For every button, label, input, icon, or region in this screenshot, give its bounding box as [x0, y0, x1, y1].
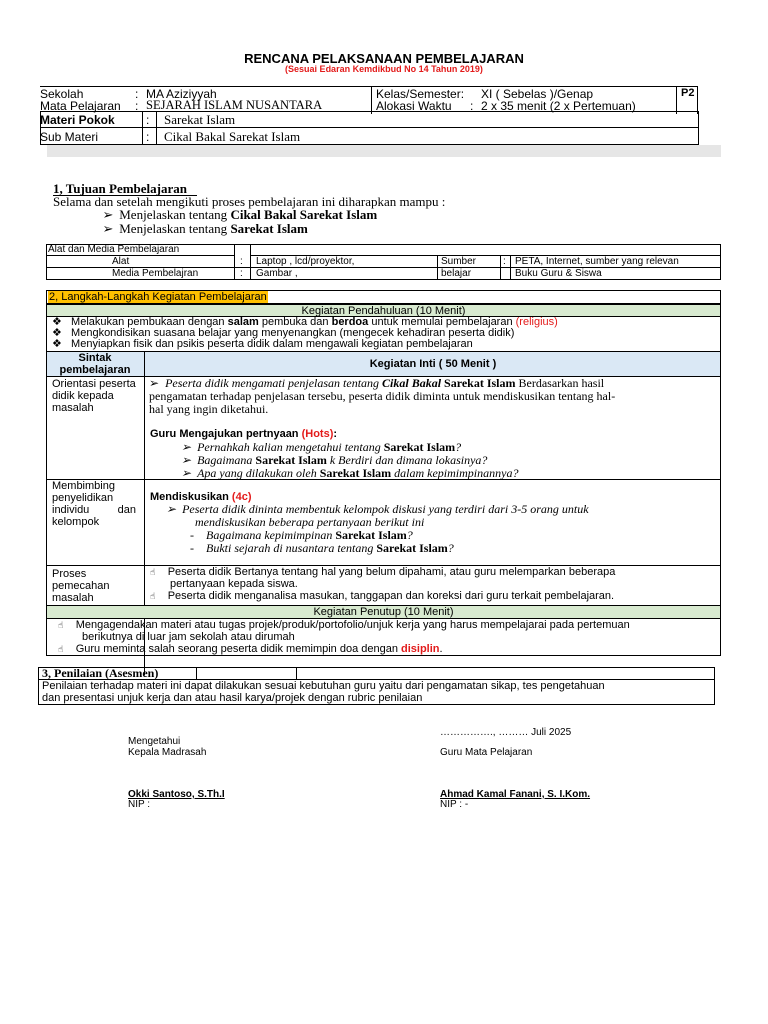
- penilaian-line-1: Penilaian terhadap materi ini dapat dilakukan sesuai kebutuhan guru yaitu dari pengamatan sikap, tes pengetahuan: [42, 680, 605, 692]
- membimbing-label: Membimbing penyelidikan individu dan kelompok: [52, 480, 136, 528]
- alat-value: Laptop , lcd/proyektor,: [256, 256, 355, 267]
- hots-questions: ➢ Pernahkah kalian mengetahui tentang Sarekat Islam? ➢ Bagaimana Sarekat Islam k Berdiri dan dimana lokasinya? ➢ Apa yang dilakukan oleh Sarekat Islam dalam kepimimpinannya?: [181, 440, 519, 480]
- proses-label: Proses pemecahan masalah: [52, 568, 110, 604]
- media-heading: Alat dan Media Pembelajaran: [48, 244, 180, 255]
- kelas-label: Kelas/Semester:: [376, 87, 465, 101]
- pointing-hand-icon: ☝: [150, 567, 156, 577]
- kepala-madrasah-label: Kepala Madrasah: [128, 747, 207, 758]
- guru-nip: NIP : -: [440, 799, 469, 810]
- arrow-bullet-icon: ➢: [166, 502, 177, 516]
- arrow-bullet-icon: ➢: [149, 376, 160, 390]
- guru-mapel-label: Guru Mata Pelajaran: [440, 747, 533, 758]
- sumber-value-1: PETA, Internet, sumber yang relevan: [515, 256, 679, 267]
- alokasi-value: 2 x 35 menit (2 x Pertemuan): [481, 99, 636, 113]
- orientasi-content: ➢ Peserta didik mengamati penjelasan tentang Cikal Bakal Sarekat Islam Berdasarkan hasil pengamatan terhadap penjelasan tersebu, peserta didik diminta untuk mendiskusikan tentang hal- hal yang ingin diketahui.: [149, 376, 616, 416]
- inti-title: Kegiatan Inti ( 50 Menit ): [369, 358, 497, 370]
- tujuan-heading: 1, Tujuan Pembelajaran: [53, 181, 187, 196]
- mengetahui-label: Mengetahui: [128, 736, 181, 747]
- kepala-nip: NIP :: [128, 799, 151, 810]
- submateri-value: Cikal Bakal Sarekat Islam: [164, 129, 301, 144]
- orientasi-label: Orientasi peserta didik kepada masalah: [52, 378, 136, 414]
- guru-name: Ahmad Kamal Fanani, S. I.Kom.: [440, 789, 591, 800]
- media-value: Gambar ,: [256, 268, 298, 279]
- arrow-bullet-icon: ➢: [181, 466, 192, 480]
- mapel-colon: :: [135, 99, 139, 113]
- tujuan-item-1: ➢ Menjelaskan tentang Cikal Bakal Sarekat Islam: [100, 207, 377, 223]
- sintak-label: Sintak pembelajaran: [59, 352, 131, 376]
- mendiskusikan-heading: Mendiskusikan (4c): [150, 491, 252, 503]
- arrow-bullet-icon: ➢: [181, 440, 192, 454]
- guru-pertanyaan-heading: Guru Mengajukan pertnyaan (Hots):: [150, 428, 338, 440]
- materi-colon: :: [146, 113, 150, 127]
- media-colon: :: [240, 268, 243, 279]
- mapel-value: SEJARAH ISLAM NUSANTARA: [146, 98, 323, 112]
- penutup-content: ☝ Mengagendakan materi atau tugas projek/produk/portofolio/unjuk kerja yang harus mempelajarai pada pertemuan berikutnya di luar jam sekolah atau dirumah ☝ Guru meminta salah seorang peserta didik memimpin doa dengan disiplin.: [58, 619, 630, 655]
- penilaian-heading: 3, Penilaian (Asesmen): [42, 666, 159, 680]
- penutup-title: Kegiatan Penutup (10 Menit): [46, 606, 721, 619]
- sekolah-value: MA Aziziyyah: [146, 87, 217, 101]
- alokasi-colon: :: [470, 99, 474, 113]
- arrow-bullet-icon: ➢: [102, 221, 114, 236]
- diamond-bullet-icon: ❖: [52, 327, 62, 339]
- langkah-heading: 2, Langkah-Langkah Kegiatan Pembelajaran: [49, 291, 267, 303]
- membimbing-content: ➢ Peserta didik dininta membentuk kelompok diskusi yang terdiri dari 3-5 orang untuk mendiskusikan beberapa pertanyaan berikut ini - Bagaimana kepimimpinan Sarekat Islam? - Bukti sejarah di nusantara tentang Sarekat Islam?: [166, 502, 589, 555]
- kelas-value: XI ( Sebelas )/Genap: [481, 87, 594, 101]
- pointing-hand-icon: ☝: [58, 620, 64, 630]
- submateri-label: Sub Materi: [40, 130, 99, 144]
- alat-colon: :: [240, 256, 243, 267]
- sekolah-colon: :: [135, 87, 139, 101]
- proses-content: ☝ Peserta didik Bertanya tentang hal yang belum dipahami, atau guru melemparkan beberapa pertanyaan kepada siswa. ☝ Peserta didik menganalisa masukan, tanggapan dan koreksi dari guru terkait pembelajaran.: [150, 566, 616, 602]
- submateri-colon: :: [146, 130, 150, 144]
- pointing-hand-icon: ☝: [150, 591, 156, 601]
- pendahuluan-item-3: ❖ Menyiapkan fisik dan psikis peserta didik dalam mengawali kegiatan pembelajaran: [52, 338, 473, 350]
- signature-date: ……………., ……… Juli 2025: [440, 727, 572, 738]
- pendahuluan-item-2: ❖ Mengkondisikan suasana belajar yang menyenangkan (mengecek kehadiran peserta didik): [52, 327, 515, 339]
- document-title: RENCANA PELAKSANAAN PEMBELAJARAN: [244, 51, 524, 66]
- mapel-label: Mata Pelajaran: [40, 99, 121, 113]
- sumber-value-2: Buku Guru & Siswa: [515, 268, 602, 279]
- pointing-hand-icon: ☝: [58, 644, 64, 654]
- sumber-label: Sumber belajar: [441, 256, 477, 279]
- penilaian-line-2: dan presentasi unjuk kerja dan atau hasil karya/projek dengan rubric penilaian: [42, 692, 423, 704]
- gray-band: [47, 145, 721, 157]
- tujuan-item-2: ➢ Menjelaskan tentang Sarekat Islam: [100, 221, 308, 237]
- pendahuluan-item-1: ❖ Melakukan pembukaan dengan salam pembuka dan berdoa untuk memulai pembelajaran (religius): [52, 316, 558, 328]
- kepala-name: Okki Santoso, S.Th.I: [128, 789, 225, 800]
- tujuan-intro: Selama dan setelah mengikuti proses pembelajaran ini diharapkan mampu :: [53, 194, 446, 209]
- materi-value: Sarekat Islam: [164, 112, 236, 127]
- sumber-colon: :: [503, 256, 506, 267]
- document-subtitle: (Sesuai Edaran Kemdikbud No 14 Tahun 2019): [285, 64, 483, 74]
- arrow-bullet-icon: ➢: [181, 453, 192, 467]
- diamond-bullet-icon: ❖: [52, 316, 62, 328]
- alat-label: Alat: [112, 256, 130, 267]
- page-badge: P2: [681, 87, 695, 99]
- alokasi-label: Alokasi Waktu: [376, 99, 452, 113]
- diamond-bullet-icon: ❖: [52, 338, 62, 350]
- sekolah-label: Sekolah: [40, 87, 84, 101]
- pendahuluan-title: Kegiatan Pendahuluan (10 Menit): [46, 304, 721, 317]
- media-label: Media Pembelajran: [112, 268, 199, 279]
- media-table: [46, 244, 721, 280]
- materi-label: Materi Pokok: [40, 113, 115, 127]
- arrow-bullet-icon: ➢: [102, 207, 114, 222]
